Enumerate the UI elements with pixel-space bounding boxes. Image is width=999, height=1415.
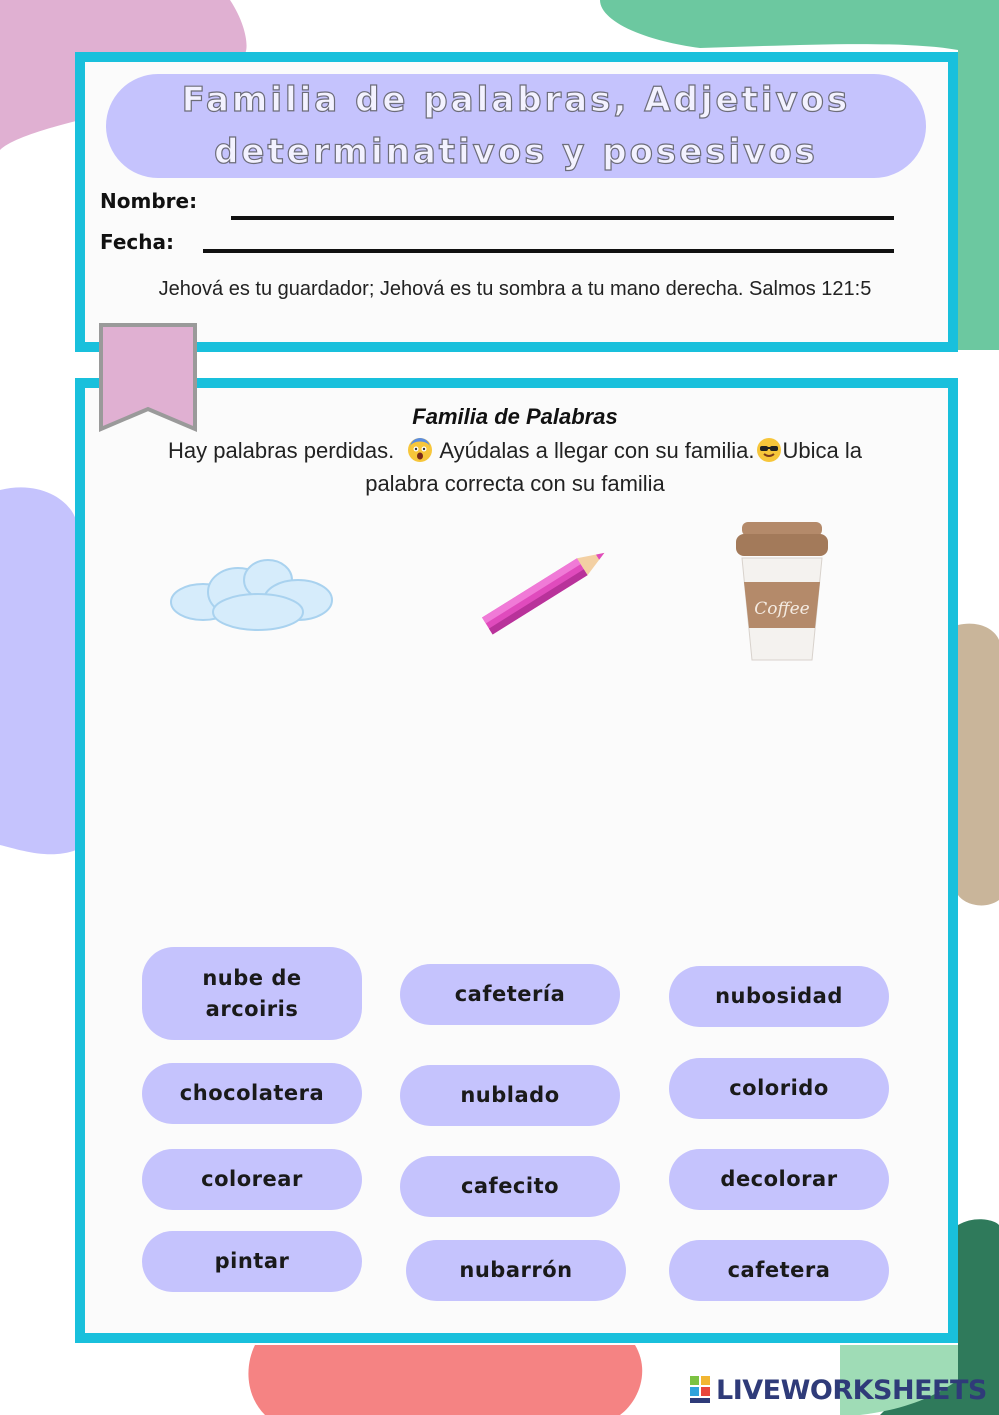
name-label: Nombre: xyxy=(100,189,198,213)
word-tile[interactable]: colorido xyxy=(669,1058,889,1119)
word-tile[interactable]: nubosidad xyxy=(669,966,889,1027)
date-label: Fecha: xyxy=(100,230,175,254)
instruction-text-1: Hay palabras perdidas. xyxy=(168,438,395,463)
word-tile[interactable]: colorear xyxy=(142,1149,362,1210)
name-field[interactable] xyxy=(231,216,894,220)
coffee-cup-icon xyxy=(732,520,832,665)
liveworksheets-logo-icon xyxy=(690,1376,712,1404)
cloud-icon xyxy=(168,556,338,636)
word-tile[interactable]: cafetera xyxy=(669,1240,889,1301)
scared-face-icon xyxy=(408,438,432,462)
word-tile[interactable]: decolorar xyxy=(669,1149,889,1210)
word-tile[interactable]: pintar xyxy=(142,1231,362,1292)
instruction-text-3: Ubica la palabra correcta con su familia xyxy=(365,438,862,496)
word-tile[interactable]: nublado xyxy=(400,1065,620,1126)
instruction-text-2: Ayúdalas a llegar con su familia. xyxy=(439,438,755,463)
bible-verse: Jehová es tu guardador; Jehová es tu sombra a tu mano derecha. Salmos 121:5 xyxy=(158,278,872,300)
word-tile[interactable]: nubarrón xyxy=(406,1240,626,1301)
word-tile[interactable]: cafecito xyxy=(400,1156,620,1217)
sunglasses-face-icon xyxy=(757,438,781,462)
coffee-label: Coffee xyxy=(754,599,810,619)
tan-blob xyxy=(958,624,999,906)
liveworksheets-brand xyxy=(690,1372,987,1408)
word-tile[interactable]: chocolatera xyxy=(142,1063,362,1124)
instructions xyxy=(130,434,900,500)
word-tile[interactable]: cafetería xyxy=(400,964,620,1025)
word-tile[interactable]: nube de arcoiris xyxy=(142,947,362,1040)
title-banner xyxy=(106,74,926,178)
date-field[interactable] xyxy=(203,249,894,253)
lavender-blob xyxy=(0,487,76,854)
activity-title: Familia de Palabras xyxy=(412,404,618,429)
page-title: Familia de palabras, Adjetivos determinativos y posesivos xyxy=(181,80,851,172)
brand-name: LIVEWORKSHEETS xyxy=(716,1374,987,1406)
coral-blob xyxy=(248,1345,642,1415)
pencil-icon xyxy=(465,540,625,640)
